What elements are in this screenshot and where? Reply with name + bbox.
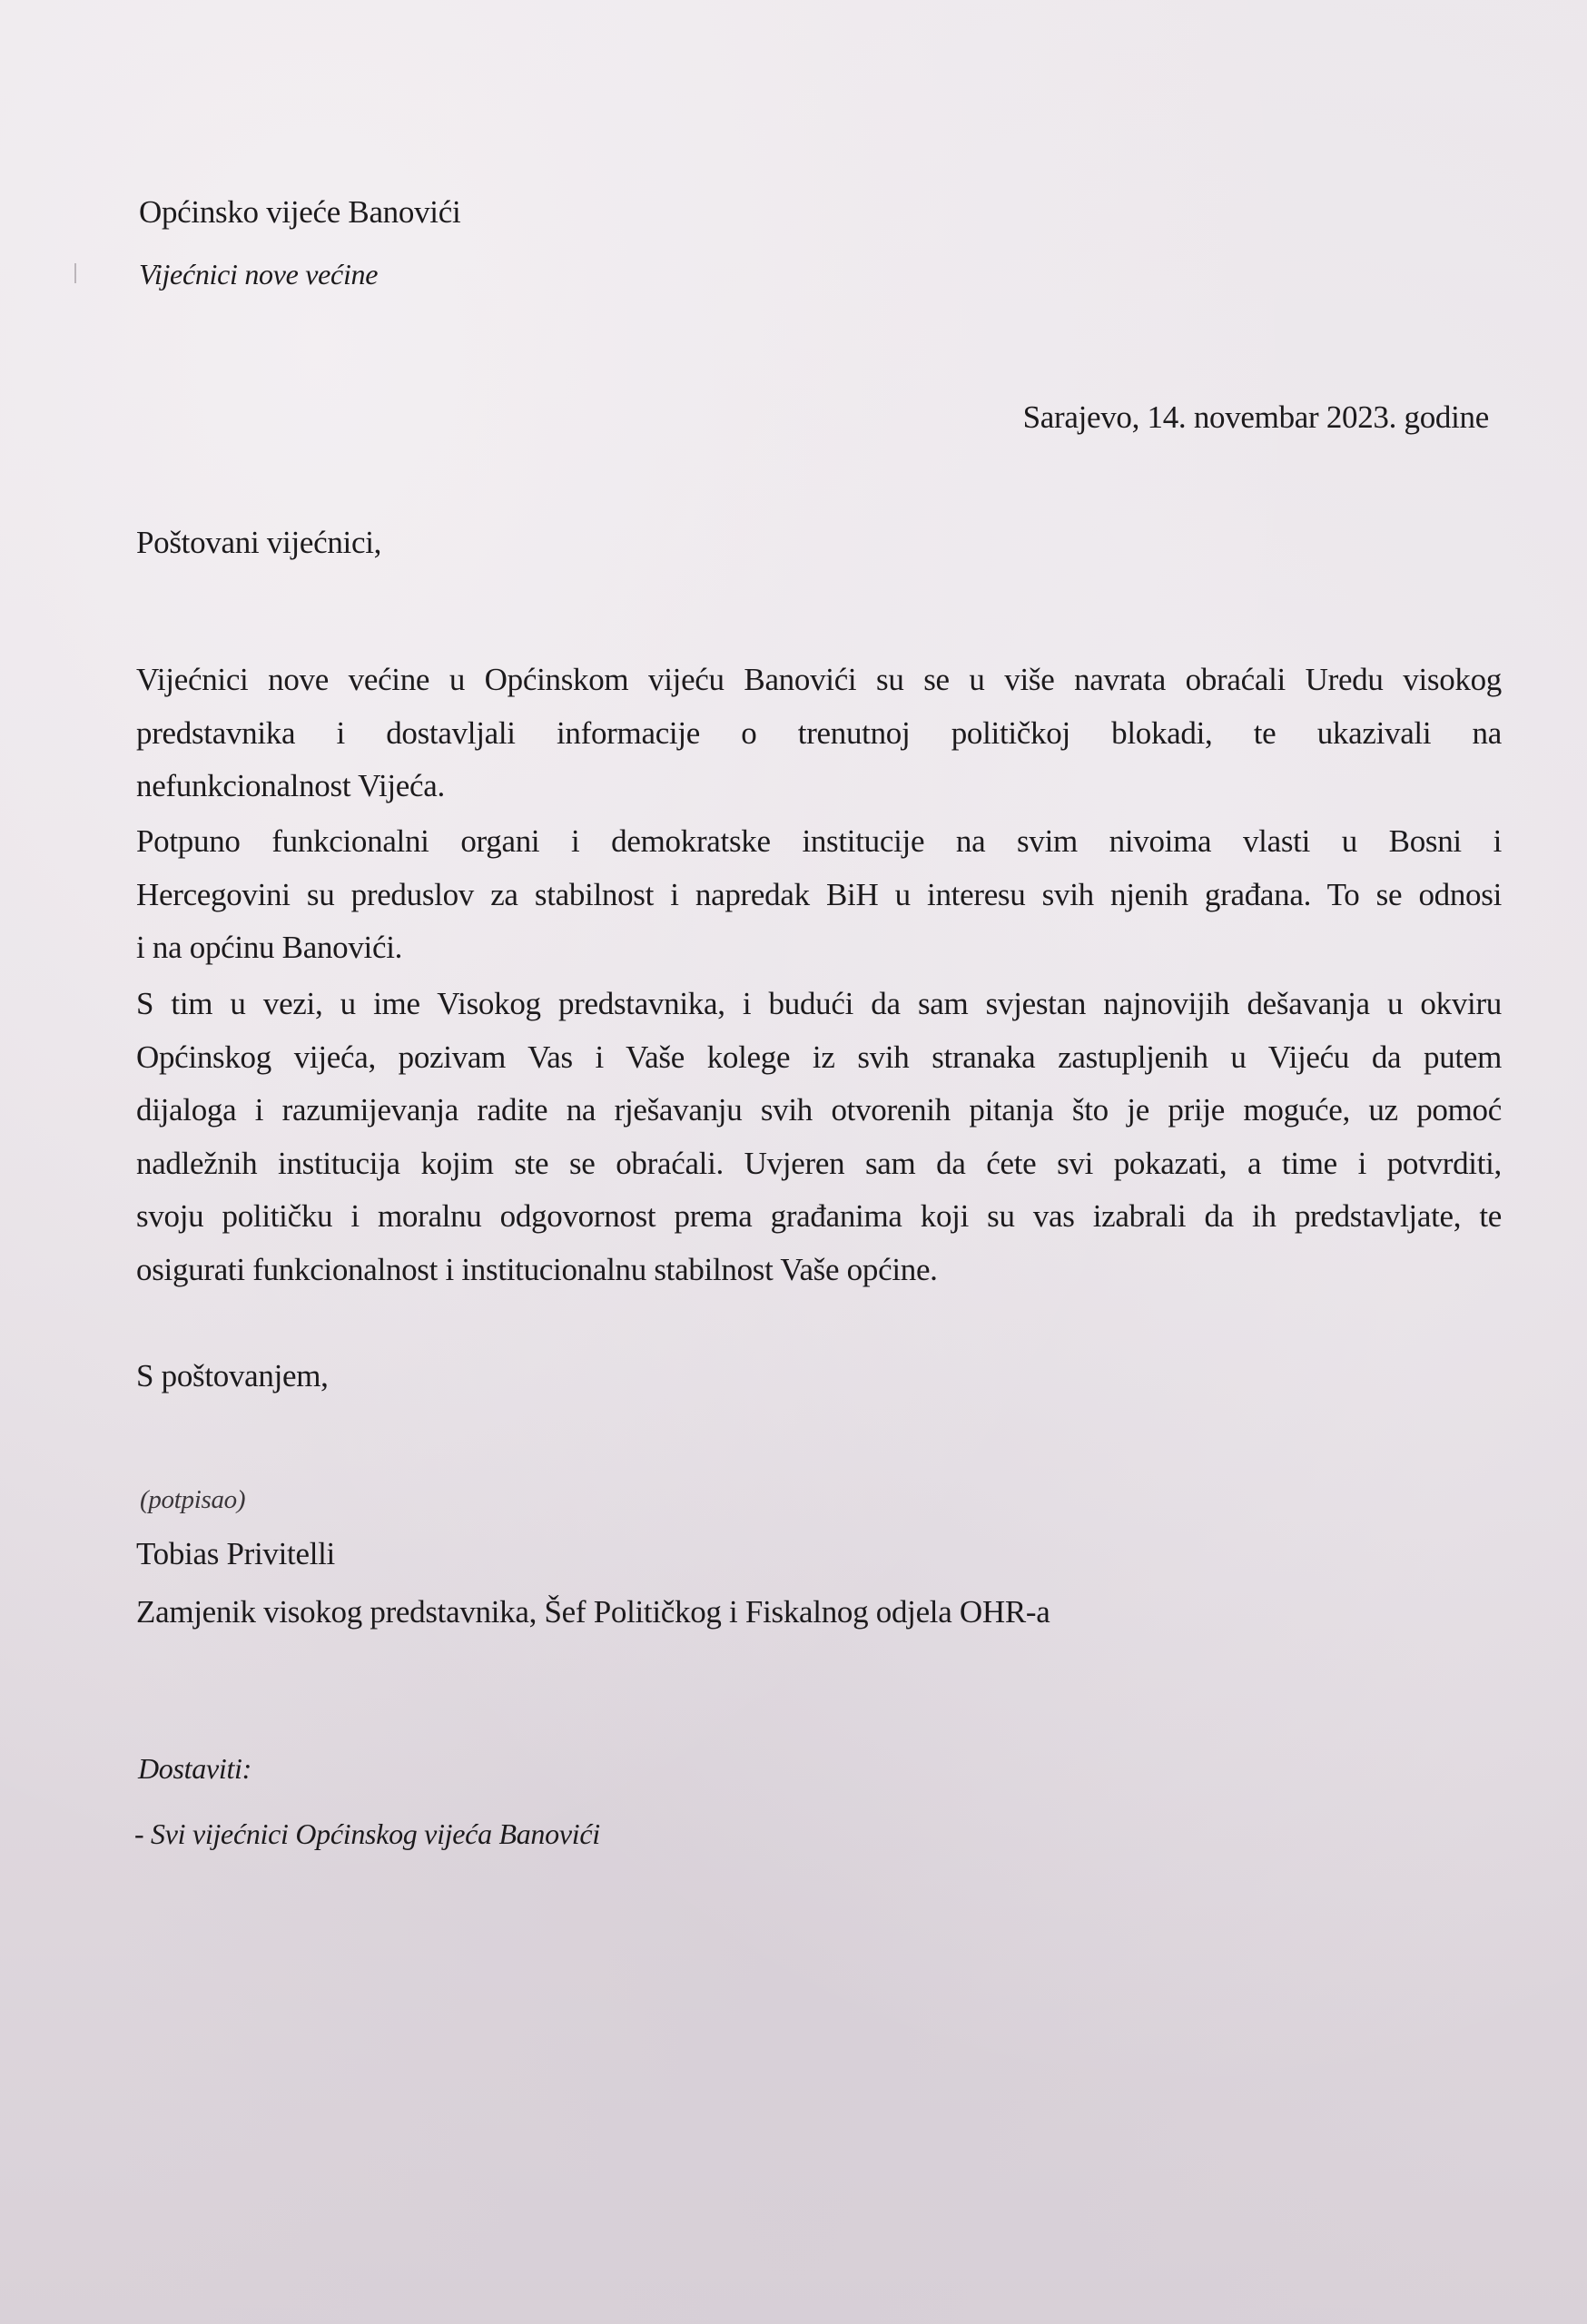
paragraph-2 — [136, 815, 1502, 975]
signature-note: (potpisao) — [140, 1485, 246, 1514]
signatory-title: Zamjenik visokog predstavnika, Šef Političkog i Fiskalnog odjela OHR-a — [136, 1594, 1050, 1630]
paragraph-line: osigurati funkcionalnost i institucionalnu stabilnost Vaše općine. — [136, 1251, 938, 1287]
paragraph-line: Hercegovini su preduslov za stabilnost i napredak BiH u interesu svih njenih građana. To se odnosi — [136, 876, 1502, 912]
recipient-line-1: Općinsko vijeće Banovići — [139, 194, 461, 230]
paragraph-line: i na općinu Banovići. — [136, 930, 403, 966]
salutation: Poštovani vijećnici, — [136, 525, 382, 560]
signatory-name: Tobias Privitelli — [136, 1536, 335, 1571]
paragraph-line: dijaloga i razumijevanja radite na rješavanju svih otvorenih pitanja što je prije moguće, uz pomoć — [136, 1092, 1502, 1128]
margin-mark — [74, 263, 76, 283]
distribution-label: Dostaviti: — [138, 1752, 251, 1785]
distribution-item: - Svi vijećnici Općinskog vijeća Banovići — [134, 1817, 600, 1850]
paragraph-line: Potpuno funkcionalni organi i demokratske institucije na svim nivoima vlasti u Bosni i — [136, 823, 1502, 859]
paragraph-line: Općinskog vijeća, pozivam Vas i Vaše kolege iz svih stranaka zastupljenih u Vijeću da putem — [136, 1039, 1502, 1075]
paragraph-line: predstavnika i dostavljali informacije o trenutnoj političkoj blokadi, te ukazivali na — [136, 714, 1502, 751]
recipient-line-2: Vijećnici nove većine — [139, 258, 379, 290]
paragraph-line: S tim u vezi, u ime Visokog predstavnika, i budući da sam svjestan najnovijih dešavanja u okviru — [136, 986, 1502, 1021]
paragraph-1 — [136, 654, 1502, 813]
paragraph-3 — [136, 978, 1502, 1297]
place-date: Sarajevo, 14. novembar 2023. godine — [1022, 399, 1489, 435]
paragraph-line: nadležnih institucija kojim ste se obraćali. Uvjeren sam da ćete svi pokazati, a time i potvrditi, — [136, 1145, 1502, 1181]
paragraph-line: svoju političku i moralnu odgovornost prema građanima koji su vas izabrali da ih predstavljate, te — [136, 1198, 1502, 1235]
paragraph-line: Vijećnici nove većine u Općinskom vijeću Banovići su se u više navrata obraćali Uredu visokog — [136, 662, 1502, 697]
closing: S poštovanjem, — [136, 1358, 329, 1393]
paragraph-line: nefunkcionalnost Vijeća. — [136, 768, 445, 804]
